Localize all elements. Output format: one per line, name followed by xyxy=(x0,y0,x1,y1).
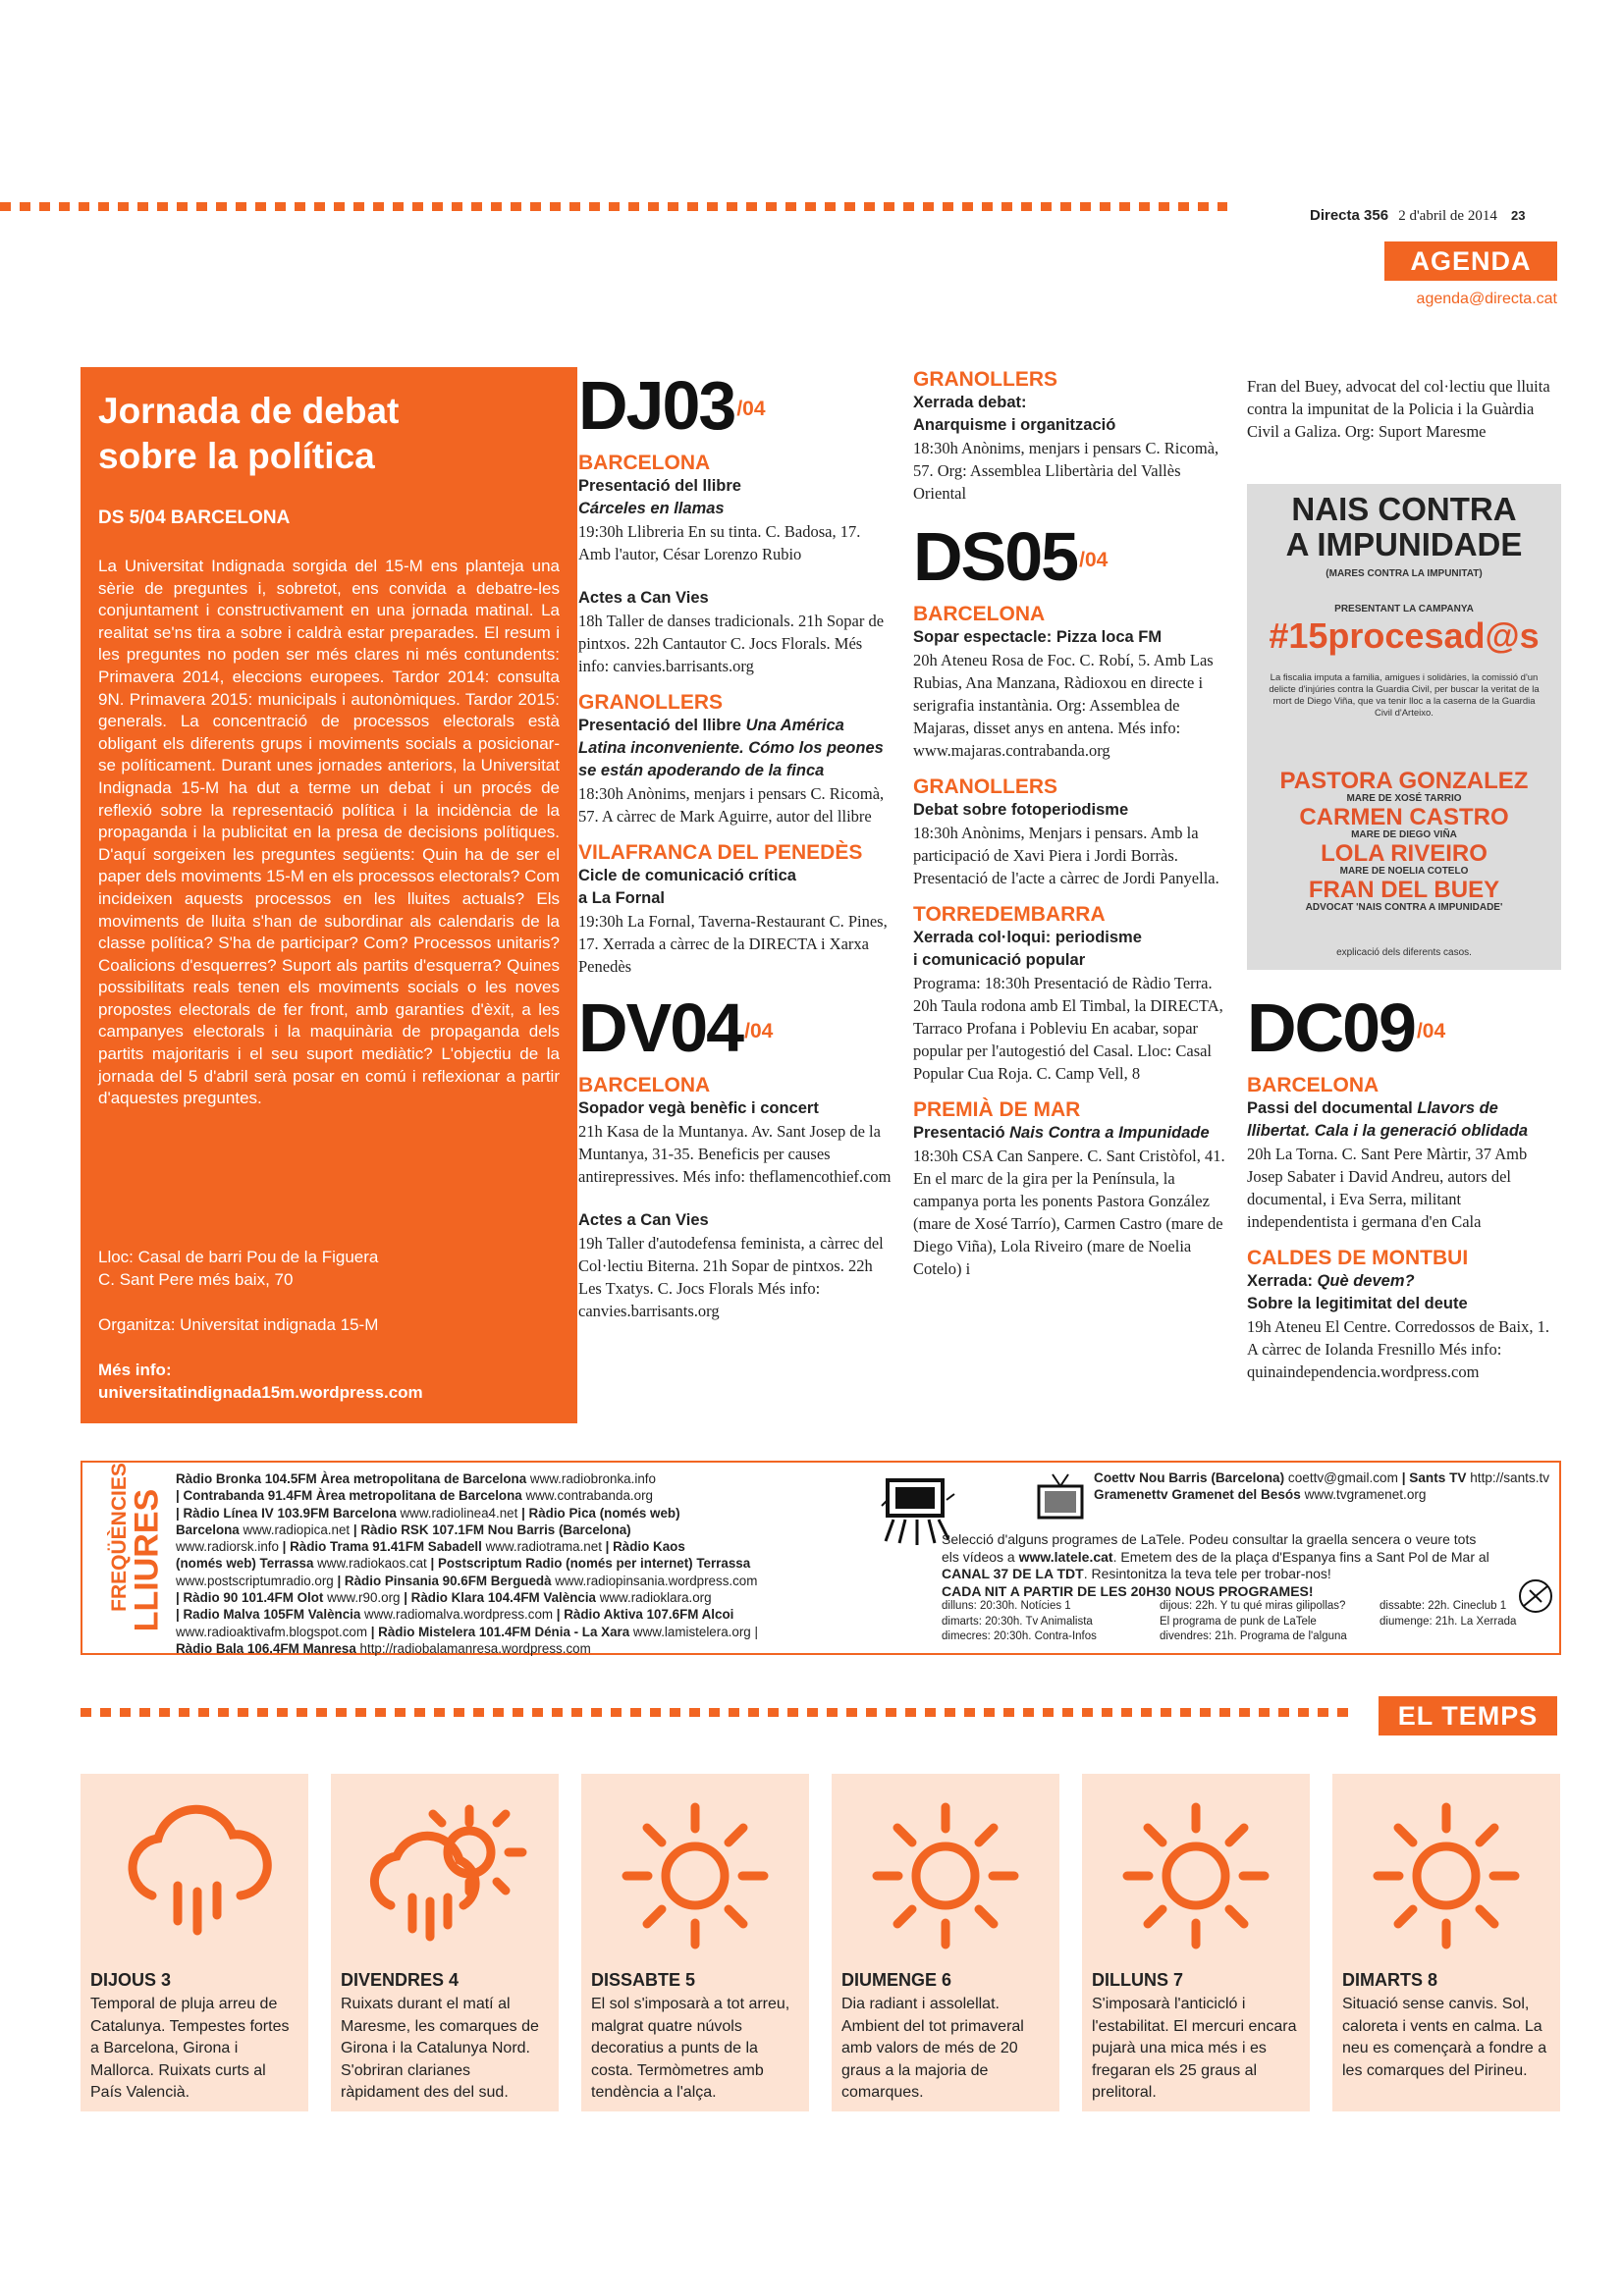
schedule-row xyxy=(942,1615,1537,1630)
event-city: BARCELONA xyxy=(1247,1074,1380,1096)
event-city: VILAFRANCA DEL PENEDÈS xyxy=(578,841,863,864)
weather-card xyxy=(81,1774,308,2111)
feature-more-label: Més info: xyxy=(98,1361,172,1379)
schedule-cell: dimecres: 20:30h. Contra-Infos xyxy=(942,1630,1097,1642)
event-title: Presentació Nais Contra a Impunidade xyxy=(913,1124,1210,1142)
issue-date: 2 d'abril de 2014 xyxy=(1398,208,1497,224)
radio-line: | Ràdio Línea IV 103.9FM Barcelona www.radiolinea4.net | Ràdio Pica (només web) xyxy=(176,1505,680,1521)
event-title: Debat sobre fotoperiodisme xyxy=(913,801,1129,819)
event-title: Presentació del llibre xyxy=(578,477,741,495)
latele-schedule xyxy=(942,1599,1537,1645)
event-title: Actes a Can Vies xyxy=(578,589,709,607)
schedule-cell xyxy=(1380,1629,1537,1645)
feature-place-line2: C. Sant Pere més baix, 70 xyxy=(98,1269,294,1289)
event-city: BARCELONA xyxy=(578,452,711,474)
weather-day-name: DILLUNS 7 xyxy=(1092,1970,1184,1990)
event-title: i comunicació popular xyxy=(913,951,1086,969)
frequencies-box xyxy=(81,1461,1561,1655)
section-label: AGENDA xyxy=(1384,241,1557,281)
schedule-cell: dilluns: 20:30h. Notícies 1 xyxy=(942,1600,1071,1612)
event-title: Xerrada debat: xyxy=(913,394,1027,411)
event-city: GRANOLLERS xyxy=(913,775,1057,798)
event-city: GRANOLLERS xyxy=(578,691,723,714)
radio-line: (només web) Terrassa www.radiokaos.cat | Postscriptum Radio (només per internet) Terrassa xyxy=(176,1556,751,1572)
event-title: Sopador vegà benèfic i concert xyxy=(578,1099,819,1117)
agenda-column-3 xyxy=(1247,375,1561,443)
radio-line: Ràdio Bala 106.4FM Manresa http://radiobalamanresa.wordpress.com xyxy=(176,1640,591,1656)
event-title: a La Fornal xyxy=(578,889,666,907)
section-email[interactable]: agenda@directa.cat xyxy=(1416,291,1557,307)
feature-title xyxy=(98,389,560,479)
event-text: 18h Taller de danses tradicionals. 21h Sopar de pintxos. 22h Cantautor C. Jocs Florals. Més info: canvies.barrisants.org xyxy=(578,612,885,675)
event-text: 19:30h La Fornal, Taverna-Restaurant C. Pines, 17. Xerrada a càrrec de la DIRECTA i Xarxa Penedès xyxy=(578,912,888,976)
event-title: Xerrada: Què devem? xyxy=(1247,1272,1415,1290)
weather-day-name: DIMARTS 8 xyxy=(1342,1970,1438,1990)
event-text: 18:30h Anònims, menjars i pensars C. Ricomà, 57. A càrrec de Mark Aguirre, autor del llibre xyxy=(578,784,885,826)
weather-forecast-text: Temporal de pluja arreu de Catalunya. Tempestes fortes a Barcelona, Girona i Mallorca. Ruixats curts al País Valencià. xyxy=(90,1996,290,2101)
day-header-dj03: $DJ03^{/04}$ xyxy=(578,367,766,444)
radio-line: www.postscriptumradio.org | Ràdio Pinsania 90.6FM Berguedà www.radiopinsania.wordpress.com xyxy=(176,1573,758,1588)
weather-forecast-text: Ruixats durant el matí al Maresme, les comarques de Girona i la Catalunya Nord. S'obriran clarianes ràpidament des del sud. xyxy=(341,1996,539,2101)
feature-subtitle: DS 5/04 BARCELONA xyxy=(98,507,291,528)
weather-card xyxy=(832,1774,1059,2111)
poster-subtitle: (MARES CONTRA LA IMPUNITAT) xyxy=(1325,568,1483,579)
schedule-cell: El programa de punk de LaTele xyxy=(1160,1615,1317,1628)
feature-box xyxy=(81,367,577,1423)
event-city: TORREDEMBARRA xyxy=(913,903,1106,926)
feature-place xyxy=(98,1247,560,1291)
sun-cloud-rain-icon xyxy=(361,1788,528,1954)
sun-icon xyxy=(1112,1788,1279,1954)
weather-forecast-text: Situació sense canvis. Sol, caloreta i vents en calma. La neu es començarà a fondre a les comarques del Pirineu. xyxy=(1342,1996,1547,2079)
weather-card xyxy=(1082,1774,1310,2111)
schedule-cell: diumenge: 21h. La Xerrada xyxy=(1380,1615,1517,1628)
agenda-column-2 xyxy=(913,356,1227,1280)
event-text: 20h La Torna. C. Sant Pere Màrtir, 37 Amb Josep Sabater i David Andreu, autors del documental, i Eva Serra, militant independentista i germana d'en Cala xyxy=(1247,1145,1528,1231)
poster-hashtag: #15procesad@s xyxy=(1269,615,1540,656)
event-text: Fran del Buey, advocat del col·lectiu que lluita contra la impunitat de la Policia i la Guàrdia Civil a Galiza. Org: Suport Maresme xyxy=(1247,377,1550,441)
poster-footer: explicació dels diferents casos. xyxy=(1336,947,1472,958)
event-title-italic: Cárceles en llamas xyxy=(578,500,725,517)
schedule-cell: divendres: 21h. Programa de l'alguna xyxy=(1160,1630,1347,1642)
feature-more xyxy=(98,1360,560,1404)
latele-info: Selecció d'alguns programes de LaTele. Podeu consultar la graella sencera o veure tots els vídeos a www.latele.cat. Emetem des de la plaça d'Espanya fins a Sant Pol de Mar al CANAL 37 DE LA TDT. Resintonitza la teva tele per trobar-nos! CADA NIT A PARTIR DE LES 20H30 NOUS PROGRAMES! xyxy=(942,1531,1489,1599)
header-info xyxy=(1310,207,1525,225)
schedule-cell: dijous: 22h. Y tu qué miras gilipollas? xyxy=(1160,1600,1346,1612)
schedule-cell: dissabte: 22h. Cineclub 1 xyxy=(1380,1600,1507,1612)
day-header-dc09: $DC09^{/04}$ xyxy=(1247,989,1446,1066)
schedule-cell: dimarts: 20:30h. Tv Animalista xyxy=(942,1615,1093,1628)
event-city: BARCELONA xyxy=(578,1074,711,1096)
event-text: 19h Taller d'autodefensa feminista, a càrrec del Col·lectiu Biterna. 21h Sopar de pintxos. 22h Les Txatys. C. Jocs Florals Més info: canvies.barrisants.org xyxy=(578,1234,884,1320)
tv-icon xyxy=(1033,1470,1088,1525)
agenda-column-1 xyxy=(578,367,893,1322)
sun-icon xyxy=(1363,1788,1530,1954)
radio-list xyxy=(176,1470,961,1657)
event-text: 18:30h Anònims, Menjars i pensars. Amb la participació de Xavi Piera i Jordi Borràs. Presentació de l'acte a càrrec de Jordi Panyella. xyxy=(913,824,1219,887)
poster-presenting: PRESENTANT LA CAMPANYA xyxy=(1334,604,1474,614)
event-city: PREMIÀ DE MAR xyxy=(913,1098,1081,1121)
event-title: Presentació del llibre Una América Latina inconveniente. Cómo los peones se están apoderando de la finca xyxy=(578,717,884,779)
schedule-row xyxy=(942,1629,1537,1645)
event-city: CALDES DE MONTBUI xyxy=(1247,1247,1469,1269)
campaign-poster xyxy=(1247,484,1561,970)
publication-name: Directa 356 xyxy=(1310,207,1389,224)
event-title: Cicle de comunicació crítica xyxy=(578,867,796,884)
radio-line: Barcelona www.radiopica.net | Ràdio RSK 107.1FM Nou Barris (Barcelona) xyxy=(176,1522,631,1537)
event-city: BARCELONA xyxy=(913,603,1046,625)
weather-card xyxy=(1332,1774,1560,2111)
event-title: Passi del documental Llavors de llibertat. Cala i la generació oblidada xyxy=(1247,1099,1529,1140)
radio-line: www.radioaktivafm.blogspot.com | Ràdio Mistelera 101.4FM Dénia - La Xara www.lamistelera.org | xyxy=(176,1624,758,1639)
event-text: 21h Kasa de la Muntanya. Av. Sant Josep de la Muntanya, 31-35. Beneficis per causes antirepressives. Més info: theflamencothief.com xyxy=(578,1122,892,1186)
sun-icon xyxy=(862,1788,1029,1954)
feature-more-link[interactable]: universitatindignada15m.wordpress.com xyxy=(98,1382,423,1402)
event-text: 20h Ateneu Rosa de Foc. C. Robí, 5. Amb Las Rubias, Ana Manzana, Ràdioxou en directe i serigrafia instantània. Org: Assemblea de Majaras, disset anys en antena. Més info: www.majaras.contrabanda.org xyxy=(913,651,1214,760)
radio-line: Ràdio Bronka 104.5FM Àrea metropolitana de Barcelona www.radiobronka.info xyxy=(176,1471,656,1486)
weather-forecast-text: Dia radiant i assolellat. Ambient del tot primaveral amb valors de més de 20 graus a la majoria de comarques. xyxy=(841,1996,1024,2101)
event-title: Anarquisme i organització xyxy=(913,416,1116,434)
weather-day-name: DIUMENGE 6 xyxy=(841,1970,952,1990)
weather-dash-line xyxy=(81,1708,1357,1717)
radio-line: www.radiorsk.info | Ràdio Trama 91.41FM Sabadell www.radiotrama.net | Ràdio Kaos xyxy=(176,1539,685,1555)
event-text: Programa: 18:30h Presentació de Ràdio Terra. 20h Taula rodona amb El Timbal, la DIRECTA, Tarraco Profana i Pobleviu En acabar, sopar popular per l'autogestió del Casal. Lloc: Casal Popular Cua Roja. C. Camp Vell, 8 xyxy=(913,974,1223,1083)
weather-card xyxy=(581,1774,809,2111)
feature-title-line2: sobre la política xyxy=(98,436,375,476)
feature-title-line1: Jornada de debat xyxy=(98,391,400,431)
radio-line: | Contrabanda 91.4FM Àrea metropolitana de Barcelona www.contrabanda.org xyxy=(176,1488,653,1504)
page-number: 23 xyxy=(1511,208,1526,223)
event-text: 19h Ateneu El Centre. Corredossos de Baix, 1. A càrrec de Iolanda Fresnillo Més info: quinaindependencia.wordpress.com xyxy=(1247,1317,1549,1381)
radio-line: | Ràdio 90 101.4FM Olot www.r90.org | Ràdio Klara 104.4FM València www.radioklara.org xyxy=(176,1590,712,1606)
event-title: Sopar espectacle: Pizza loca FM xyxy=(913,628,1163,646)
tv-list: Coettv Nou Barris (Barcelona) coettv@gmail.com | Sants TV http://sants.tv Gramenettv Gramenet del Besós www.tvgramenet.org xyxy=(1094,1470,1550,1502)
day-header-dv04: $DV04^{/04}$ xyxy=(578,989,774,1066)
event-title: Xerrada col·loqui: periodisme xyxy=(913,929,1142,946)
weather-title: EL TEMPS xyxy=(1379,1696,1557,1735)
poster-speakers: PASTORA GONZALEZ MARE DE XOSÉ TARRIO CARMEN CASTRO MARE DE DIEGO VIÑA LOLA RIVEIRO MARE DE NOELIA COTELO FRAN DEL BUEY ADVOCAT 'NAIS CONTRA A IMPUNIDADE' xyxy=(1279,768,1529,913)
weather-day-name: DIVENDRES 4 xyxy=(341,1970,460,1990)
poster-description: La fiscalia imputa a familia, amigues i solidàries, la comissió d'un delicte d'injúries contra la Guardia Civil, per buscar la veritat de la mort de Diego Viña, que va tenir lloc a la caserna de la Guardia Civil d'Arteixo. xyxy=(1269,672,1540,719)
event-title: Sobre la legitimitat del deute xyxy=(1247,1295,1468,1312)
frequencies-vertical-label: FREQÜÈNCIES LLIURES xyxy=(108,1463,166,1632)
weather-forecast-text: S'imposarà l'anticicló i l'estabilitat. El mercuri encara pujarà una mica més i es fregaran els 25 graus al prelitoral. xyxy=(1092,1996,1297,2101)
sun-icon xyxy=(612,1788,779,1954)
schedule-row xyxy=(942,1599,1537,1615)
feature-place-line1: Lloc: Casal de barri Pou de la Figuera xyxy=(98,1248,379,1266)
day-header-ds05: $DS05^{/04}$ xyxy=(913,518,1109,595)
agenda-column-3b xyxy=(1247,989,1561,1383)
header-dash-line xyxy=(0,202,1227,211)
weather-day-name: DIJOUS 3 xyxy=(90,1970,172,1990)
weather-day-name: DISSABTE 5 xyxy=(591,1970,696,1990)
event-city: GRANOLLERS xyxy=(913,368,1057,391)
radio-line: | Radio Malva 105FM València www.radiomalva.wordpress.com | Ràdio Aktiva 107.6FM Alcoi xyxy=(176,1607,734,1623)
mosquito-logo-icon xyxy=(1516,1576,1555,1616)
event-text: 18:30h CSA Can Sanpere. C. Sant Cristòfol, 41. En el marc de la gira per la Península, la campanya porta les ponents Pastora González (mare de Xosé Tarrío), Carmen Castro (mare de Diego Viña), Lola Riveiro (mare de Noelia Cotelo) i xyxy=(913,1147,1225,1278)
weather-forecast-text: El sol s'imposarà a tot arreu, malgrat quatre núvols decoratius a punts de la costa. Termòmetres amb tendència a l'alça. xyxy=(591,1996,790,2101)
rain-cloud-icon xyxy=(111,1788,278,1954)
event-title: Actes a Can Vies xyxy=(578,1211,709,1229)
feature-body: La Universitat Indignada sorgida del 15-M ens planteja una sèrie de preguntes i, sobretot, ens convida a debatre-les conjuntament i constructivament en una jornada matinal. La realitat se'ns tira a sobre i caldrà estar preparades. El resum i les preguntes no poden ser més clares ni més contundents: Primavera 2014, eleccions europees. Tardor 2014: consulta 9N. Primavera 2015: municipals i autonòmiques. Tardor 2015: generals. La concentració de processos electorals està obligant els diferents grups i moviments socials a posicionar-se políticament. Durant unes jornades anteriors, la Universitat Indignada 15-M ha dut a terme un debat i un procés de reflexió sobre la representació política i la incidència de la propaganda i la publicitat en la presa de decisions polítiques. D'aquí sorgeixen les preguntes següents: Quin ha de ser el paper dels moviments 15-M en els processos electorals? Com incideixen aquests processos en les lluites actuals? Els moviments de lluita s'han de subordinar als calendaris de la classe política? S'ha de participar? Com? Processos unitaris? Coalicions d'esquerres? Suport als partits d'esquerra? Quines possibilitats reals tenen els moviments socials o les noves propostes electorals de fer front, amb garanties d'èxit, a les campanyes electorals i la maquinària de propaganda dels partits majoritaris i el seu suport mediàtic? L'objectiu de la jornada del 5 d'abril serà posar en comú i reflexionar a partir d'aquestes preguntes. xyxy=(98,557,560,1108)
event-text: 18:30h Anònims, menjars i pensars C. Ricomà, 57. Org: Assemblea Llibertària del Vallès Oriental xyxy=(913,439,1219,503)
poster-title: NAIS CONTRA A IMPUNIDADE xyxy=(1285,491,1523,562)
event-text: 19:30h Llibreria En su tinta. C. Badosa, 17. Amb l'autor, César Lorenzo Rubio xyxy=(578,522,861,563)
weather-card xyxy=(331,1774,559,2111)
feature-org: Organitza: Universitat indignada 15-M xyxy=(98,1315,379,1334)
